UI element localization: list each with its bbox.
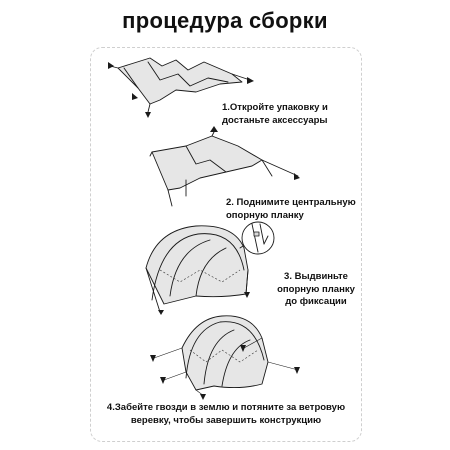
step3-caption <box>270 271 362 309</box>
step3-standing-tent <box>146 226 252 315</box>
step2-line1: 2. Поднимите центральную <box>226 197 356 208</box>
step4-line1: 4.Забейте гвозди в землю и потяните за ветровую <box>106 402 346 413</box>
step4-line2: веревку, чтобы завершить конструкцию <box>130 414 322 426</box>
step1-line2: достаньте аксессуары <box>222 114 328 126</box>
step3-line2: опорную планку <box>277 283 355 295</box>
step2-caption <box>226 197 356 222</box>
step3-line1: 3. Выдвиньте <box>284 271 348 282</box>
step1-caption <box>222 102 328 127</box>
step2-line2: опорную планку <box>226 209 304 221</box>
step2-lifted-tent <box>150 126 300 206</box>
step3-line3: до фиксации <box>285 296 347 307</box>
page-title: процедура сборки <box>122 8 328 33</box>
step1-line1: 1.Откройте упаковку и <box>222 102 328 113</box>
step3-pole-zoom <box>242 222 274 254</box>
step4-pitched-tent <box>150 316 300 400</box>
step4-caption <box>95 402 357 427</box>
